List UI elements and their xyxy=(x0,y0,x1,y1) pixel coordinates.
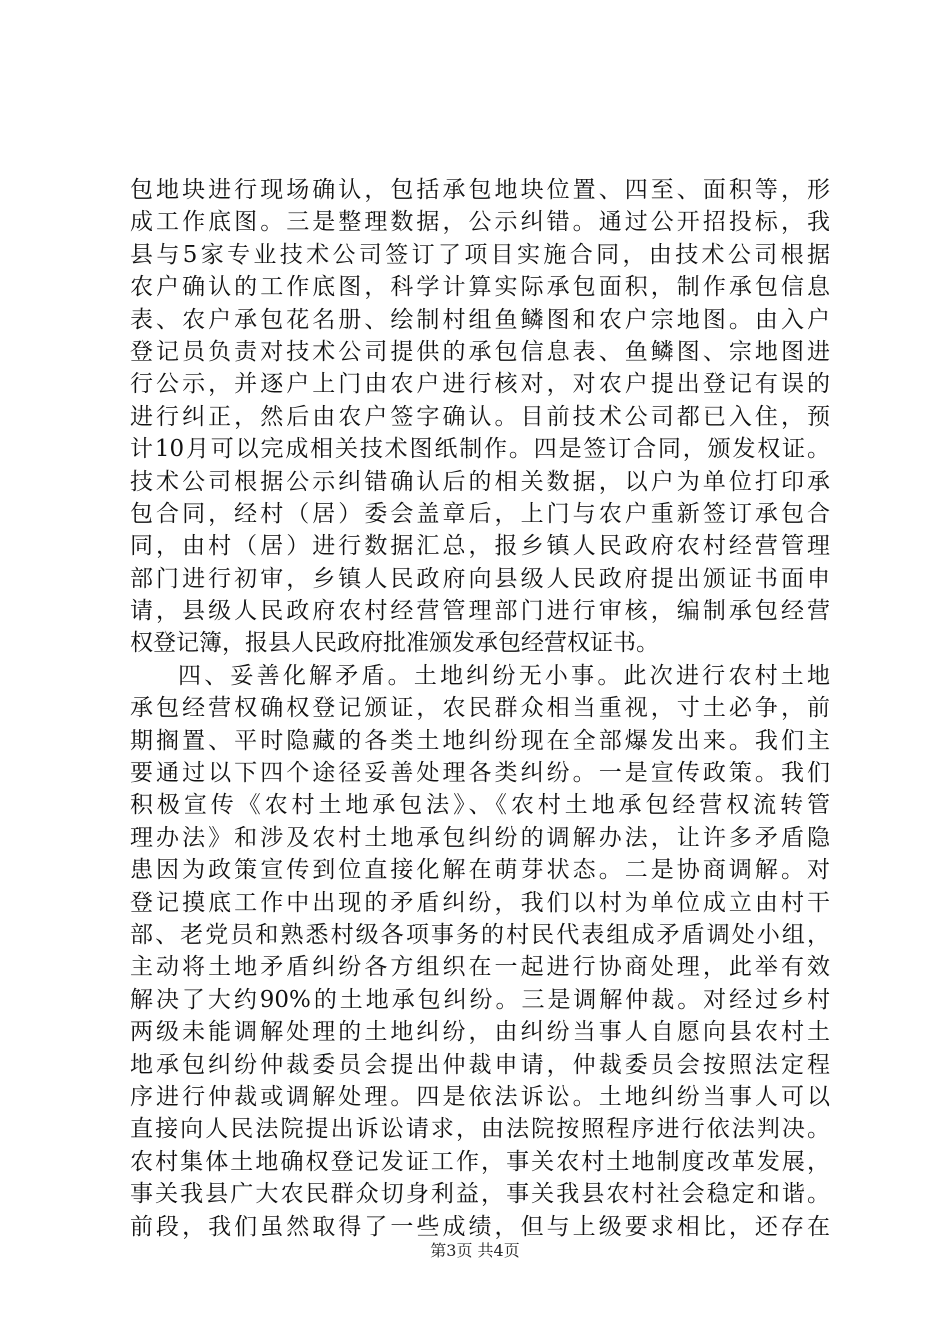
text-line: 部门进行初审，乡镇人民政府向县级人民政府提出颁证书面申 xyxy=(130,565,830,592)
text-line: 县与5家专业技术公司签订了项目实施合同，由技术公司根据 xyxy=(130,241,830,268)
text-line: 登记员负责对技术公司提供的承包信息表、鱼鳞图、宗地图进 xyxy=(130,338,830,365)
text-line: 主动将土地矛盾纠纷各方组织在一起进行协商处理，此举有效 xyxy=(130,954,830,981)
text-line: 成工作底图。三是整理数据，公示纠错。通过公开招投标，我 xyxy=(130,209,830,236)
text-line: 直接向人民法院提出诉讼请求，由法院按照程序进行依法判决。 xyxy=(130,1116,830,1143)
text-line: 农户确认的工作底图，科学计算实际承包面积，制作承包信息 xyxy=(130,274,830,301)
text-line: 农村集体土地确权登记发证工作，事关农村土地制度改革发展， xyxy=(130,1148,830,1175)
text-line: 前段，我们虽然取得了一些成绩，但与上级要求相比，还存在 xyxy=(130,1213,830,1240)
text-line: 表、农户承包花名册、绘制村组鱼鳞图和农户宗地图。由入户 xyxy=(130,306,830,333)
text-line: 期搁置、平时隐藏的各类土地纠纷现在全部爆发出来。我们主 xyxy=(130,727,830,754)
text-line: 计10月可以完成相关技术图纸制作。四是签订合同，颁发权证。 xyxy=(130,436,830,463)
text-line: 事关我县广大农民群众切身利益，事关我县农村社会稳定和谐。 xyxy=(130,1181,830,1208)
text-line: 部、老党员和熟悉村级各项事务的村民代表组成矛盾调处小组， xyxy=(130,921,830,948)
body-text xyxy=(130,174,830,1243)
text-line: 进行纠正，然后由农户签字确认。目前技术公司都已入住，预 xyxy=(130,403,830,430)
text-line: 两级未能调解处理的土地纠纷，由纠纷当事人自愿向县农村土 xyxy=(130,1019,830,1046)
page-footer xyxy=(0,1240,950,1262)
text-line: 权登记簿，报县人民政府批准颁发承包经营权证书。 xyxy=(130,630,659,657)
text-line: 行公示，并逐户上门由农户进行核对，对农户提出登记有误的 xyxy=(130,371,830,398)
text-line: 技术公司根据公示纠错确认后的相关数据，以户为单位打印承 xyxy=(130,468,830,495)
text-line: 请，县级人民政府农村经营管理部门进行审核，编制承包经营 xyxy=(130,598,830,625)
page-number: 第3页 共4页 xyxy=(430,1241,520,1260)
text-line: 理办法》和涉及农村土地承包纠纷的调解办法，让许多矛盾隐 xyxy=(130,824,830,851)
text-line: 同，由村（居）进行数据汇总，报乡镇人民政府农村经营管理 xyxy=(130,533,830,560)
text-line: 包合同，经村（居）委会盖章后，上门与农户重新签订承包合 xyxy=(130,500,830,527)
text-line: 登记摸底工作中出现的矛盾纠纷，我们以村为单位成立由村干 xyxy=(130,889,830,916)
text-line: 要通过以下四个途径妥善处理各类纠纷。一是宣传政策。我们 xyxy=(130,760,830,787)
text-line: 地承包纠纷仲裁委员会提出仲裁申请，仲裁委员会按照法定程 xyxy=(130,1051,830,1078)
text-line: 患因为政策宣传到位直接化解在萌芽状态。二是协商调解。对 xyxy=(130,857,830,884)
text-line: 解决了大约90%的土地承包纠纷。三是调解仲裁。对经过乡村 xyxy=(130,986,830,1013)
paragraph-start-line: 四、妥善化解矛盾。土地纠纷无小事。此次进行农村土地 xyxy=(178,662,830,689)
text-line: 包地块进行现场确认，包括承包地块位置、四至、面积等，形 xyxy=(130,177,830,203)
text-line: 承包经营权确权登记颁证，农民群众相当重视，寸土必争，前 xyxy=(130,695,830,722)
text-line: 序进行仲裁或调解处理。四是依法诉讼。土地纠纷当事人可以 xyxy=(130,1083,830,1110)
text-line: 积极宣传《农村土地承包法》、《农村土地承包经营权流转管 xyxy=(130,792,830,819)
